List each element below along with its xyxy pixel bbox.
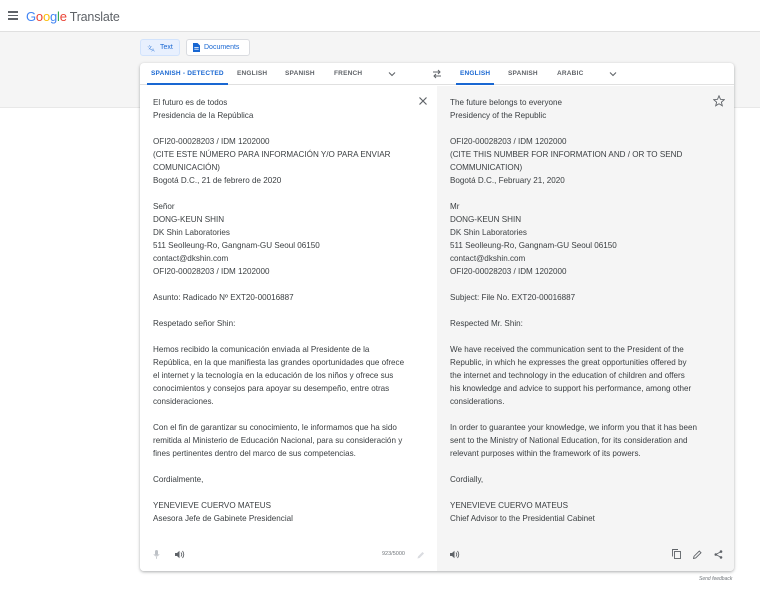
- app-header: [0, 0, 760, 32]
- document-icon: [193, 43, 200, 52]
- star-icon[interactable]: [713, 95, 725, 107]
- pencil-icon[interactable]: [417, 551, 425, 559]
- text-mode-label: Text: [160, 44, 173, 51]
- copy-icon[interactable]: [672, 549, 681, 559]
- character-counter: 923/5000: [382, 551, 405, 557]
- edit-icon[interactable]: [693, 550, 702, 559]
- svg-text:A: A: [151, 46, 155, 52]
- target-lang-english[interactable]: ENGLISH: [456, 63, 494, 85]
- text-mode-button[interactable]: [140, 39, 180, 56]
- logo-letter: l: [57, 9, 60, 24]
- translate-icon: [147, 44, 156, 52]
- main-menu-icon[interactable]: [8, 11, 18, 20]
- source-lang-english[interactable]: ENGLISH: [237, 70, 268, 77]
- documents-mode-button[interactable]: [186, 39, 250, 56]
- source-pane: [140, 86, 437, 571]
- source-lang-spanish[interactable]: SPANISH: [285, 70, 315, 77]
- source-lang-french[interactable]: FRENCH: [334, 70, 363, 77]
- language-bar: [140, 63, 734, 85]
- target-lang-arabic[interactable]: ARABIC: [557, 70, 584, 77]
- logo-letter: e: [59, 9, 67, 24]
- logo-letter: o: [35, 9, 43, 24]
- swap-languages-icon[interactable]: [432, 69, 442, 79]
- logo-letter: o: [42, 9, 50, 24]
- chevron-down-icon[interactable]: [609, 70, 617, 78]
- translation-output: The future belongs to everyone Presidency of the Republic OFI20-00028203 / IDM 1202000 (CITE THIS NUMBER FOR INFORMATION AND / OR TO SEND COMMUNICATION) Bogotá D.C., February 21, 2020 Mr DONG-KEUN SHIN DK Shin Laboratories 511 Seolleung-Ro, Gangnam-GU Seoul 06150 contact@dkshin.com OFI20-00028203 / IDM 1202000 Subject: File No. EXT20-00016887 Respected Mr. Shin: We have received the communication sent to the President of the Republic, in which he expresses the great opportunities offered by the internet and technology in the education of children and offers his knowledge and advice to support his performance, among other considerations. In order to guarantee your knowledge, we inform you that it has been sent to the Ministry of National Education, for its consideration and relevant purposes within the framework of its powers. Cordially, YENEVIEVE CUERVO MATEUS Chief Advisor to the Presidential Cabinet: [450, 98, 698, 523]
- svg-text:文: 文: [147, 45, 153, 51]
- google-translate-logo[interactable]: [26, 9, 120, 24]
- microphone-icon[interactable]: [153, 550, 160, 559]
- translation-card: [140, 63, 734, 571]
- target-lang-spanish[interactable]: SPANISH: [508, 70, 538, 77]
- logo-letter: g: [49, 9, 58, 24]
- logo-letter: G: [26, 9, 36, 24]
- source-textarea[interactable]: El futuro es de todos Presidencia de la República OFI20-00028203 / IDM 1202000 (CITE ESTE NÚMERO PARA INFORMACIÓN Y/O PARA ENVIAR COMUNICACIÓN) Bogotá D.C., 21 de febrero de 2020 Señor DONG-KEUN SHIN DK Shin Laboratories 511 Seolleung-Ro, Gangnam-GU Seoul 06150 contact@dkshin.com OFI20-00028203 / IDM 1202000 Asunto: Radicado Nº EXT20-00016887 Respetado señor Shin: Hemos recibido la comunicación enviada al Presidente de la República, en la que manifiesta las grandes oportunidades que ofrece el internet y la tecnología en la educación de los niños y ofrece sus conocimientos y consejos para apoyar su desempeño, entre otras consideraciones. Con el fin de garantizar su conocimiento, le informamos que ha sido remitida al Ministerio de Educación Nacional, para su consideración y fines pertinentes dentro del marco de sus competencias. Cordialmente, YENEVIEVE CUERVO MATEUS Asesora Jefe de Gabinete Presidencial: [153, 98, 405, 523]
- source-lang-detected[interactable]: SPANISH - DETECTED: [147, 63, 228, 85]
- share-icon[interactable]: [714, 550, 723, 559]
- close-icon[interactable]: [418, 96, 428, 106]
- speaker-icon[interactable]: [175, 550, 185, 559]
- send-feedback-link[interactable]: Send feedback: [699, 576, 733, 582]
- target-pane: [437, 86, 734, 571]
- speaker-icon[interactable]: [450, 550, 460, 559]
- chevron-down-icon[interactable]: [388, 70, 396, 78]
- documents-mode-label: Documents: [204, 44, 240, 51]
- logo-suffix: Translate: [69, 10, 120, 24]
